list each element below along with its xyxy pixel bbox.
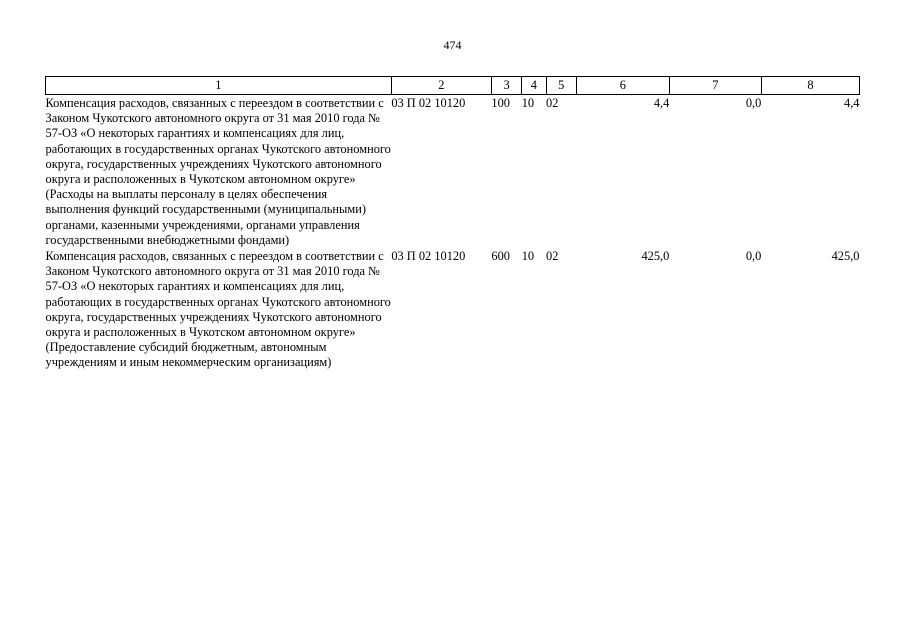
row-section: 10 <box>521 249 535 264</box>
column-header-2: 2 <box>391 77 491 95</box>
row-expense-type: 100 <box>491 96 510 110</box>
row-target-code: 03 П 02 10120 <box>391 96 466 110</box>
row-description: Компенсация расходов, связанных с переездом в соответствии с Законом Чукотского автономного округа от 31 мая 2010 года № 57-ОЗ «О некоторых гарантиях и компенсациях для лиц, работающих в государственных органах Чукотского автономного округа, государственных учреждениях Чукотского автономного округа и расположенных в Чукотском автономном округе» (Предоставление субсидий бюджетным, автономным учреждениям и иным некоммерческим организациям) <box>45 249 391 370</box>
row-amount-regional: 4,4 <box>844 96 860 110</box>
column-header-5: 5 <box>546 77 576 95</box>
row-amount-federal: 0,0 <box>745 249 762 264</box>
column-header-4: 4 <box>522 77 546 95</box>
row-amount-total: 425,0 <box>641 249 670 264</box>
row-amount-regional: 425,0 <box>831 249 860 264</box>
budget-table <box>45 76 860 371</box>
row-target-code: 03 П 02 10120 <box>391 249 466 264</box>
row-amount-federal: 0,0 <box>745 96 762 110</box>
table-header-row <box>46 77 860 95</box>
table-row <box>46 248 860 371</box>
column-header-7: 7 <box>669 77 761 95</box>
row-amount-total: 4,4 <box>653 96 670 110</box>
column-header-1: 1 <box>46 77 392 95</box>
row-expense-type: 600 <box>491 249 510 264</box>
row-section: 10 <box>521 96 535 110</box>
table-row <box>46 95 860 249</box>
column-header-6: 6 <box>576 77 669 95</box>
row-subsection: 02 <box>546 96 559 110</box>
column-header-8: 8 <box>761 77 859 95</box>
row-description: Компенсация расходов, связанных с переездом в соответствии с Законом Чукотского автономного округа от 31 мая 2010 года № 57-ОЗ «О некоторых гарантиях и компенсациях для лиц, работающих в государственных органах Чукотского автономного округа, государственных учреждениях Чукотского автономного округа и расположенных в Чукотском автономном округе» (Расходы на выплаты персоналу в целях обеспечения выполнения функций государственными (муниципальными) органами, казенными учреждениями, органами управления государственными внебюджетными фондами) <box>45 96 391 247</box>
column-header-3: 3 <box>491 77 521 95</box>
page-number: 474 <box>443 38 462 52</box>
row-subsection: 02 <box>546 249 559 264</box>
